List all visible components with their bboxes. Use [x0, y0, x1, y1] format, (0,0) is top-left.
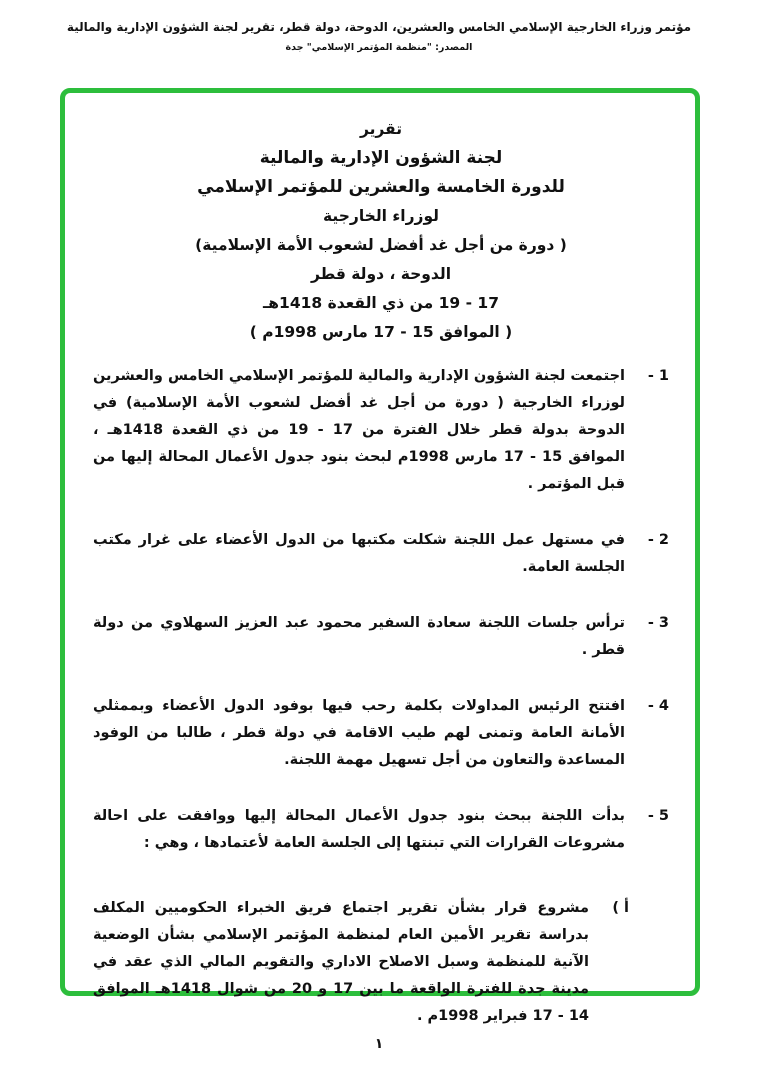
header-title-line: مؤتمر وزراء الخارجية الإسلامي الخامس والعشرين، الدوحة، دولة قطر، تقرير لجنة الشؤون الإدارية والمالية	[66, 20, 692, 34]
item-text: اجتمعت لجنة الشؤون الإدارية والمالية للمؤتمر الإسلامي الخامس والعشرين لوزراء الخارجية ( دورة من أجل غد أفضل لشعوب الأمة الإسلامية) في الدوحة بدولة قطر خلال الفترة من 17 - 19 من ذي القعدة 1418هـ ، الموافق 15 - 17 مارس 1998م لبحث بنود جدول الأعمال المحالة إليها من قبل المؤتمر .	[93, 368, 626, 492]
item-number: - 1	[647, 368, 669, 384]
paragraph-item-3	[93, 610, 669, 664]
title-line: لجنة الشؤون الإدارية والمالية	[259, 148, 503, 168]
item-text: بدأت اللجنة ببحث بنود جدول الأعمال المحالة إليها ووافقت على احالة مشروعات القرارات التي تبنتها إلى الجلسة العامة لأعتمادها ، وهي :	[93, 808, 625, 851]
title-line: تقرير	[359, 120, 403, 138]
paragraph-item-1	[93, 363, 669, 498]
report-frame	[60, 88, 700, 1024]
item-text: افتتح الرئيس المداولات بكلمة رحب فيها بوفود الدول الأعضاء وبممثلي الأمانة العامة وتمنى لهم طيب الاقامة في دولة قطر ، طالبا من الوفود المساعدة والتعاون من أجل تسهيل مهمة اللجنة.	[93, 698, 625, 768]
paragraph-item-4	[93, 693, 669, 774]
paragraph-item-5	[93, 803, 669, 857]
title-line: 17 - 19 من ذي القعدة 1418هـ	[262, 294, 499, 312]
title-line: الدوحة ، دولة قطر	[310, 265, 452, 283]
title-line: ( الموافق 15 - 17 مارس 1998م )	[249, 323, 513, 341]
document-header	[0, 18, 758, 56]
item-number: - 3	[647, 615, 669, 631]
item-text: ترأس جلسات اللجنة سعادة السفير محمود عبد العزيز السهلاوي من دولة قطر .	[93, 615, 625, 658]
sub-item-label: أ )	[612, 900, 629, 916]
sub-item-text: مشروع قرار بشأن تقرير اجتماع فريق الخبراء الحكوميين المكلف بدراسة تقرير الأمين العام لمنظمة المؤتمر الإسلامي بشأن الوضعية الآنية للمنظمة وسبل الاصلاح الاداري والتقويم المالي الذي عقد في مدينة جدة للفترة الواقعة ما بين 17 و 20 من شوال 1418هـ الموافق 14 - 17 فبراير 1998م .	[93, 900, 590, 1024]
sub-item-a	[93, 895, 629, 1030]
item-number: - 4	[647, 698, 669, 714]
title-line: للدورة الخامسة والعشرين للمؤتمر الإسلامي	[197, 177, 565, 197]
item-number: - 5	[647, 808, 669, 824]
item-number: - 2	[647, 532, 669, 548]
item-text: في مستهل عمل اللجنة شكلت مكتبها من الدول الأعضاء على غرار مكتب الجلسة العامة.	[93, 532, 625, 575]
paragraph-item-2	[93, 527, 669, 581]
page-number: ١	[374, 1036, 384, 1052]
report-title-block	[93, 115, 669, 347]
title-line: ( دورة من أجل غد أفضل لشعوب الأمة الإسلامية)	[195, 236, 567, 254]
title-line: لوزراء الخارجية	[323, 207, 439, 225]
header-source-line: المصدر: "منظمة المؤتمر الإسلامي" جدة	[285, 42, 473, 53]
